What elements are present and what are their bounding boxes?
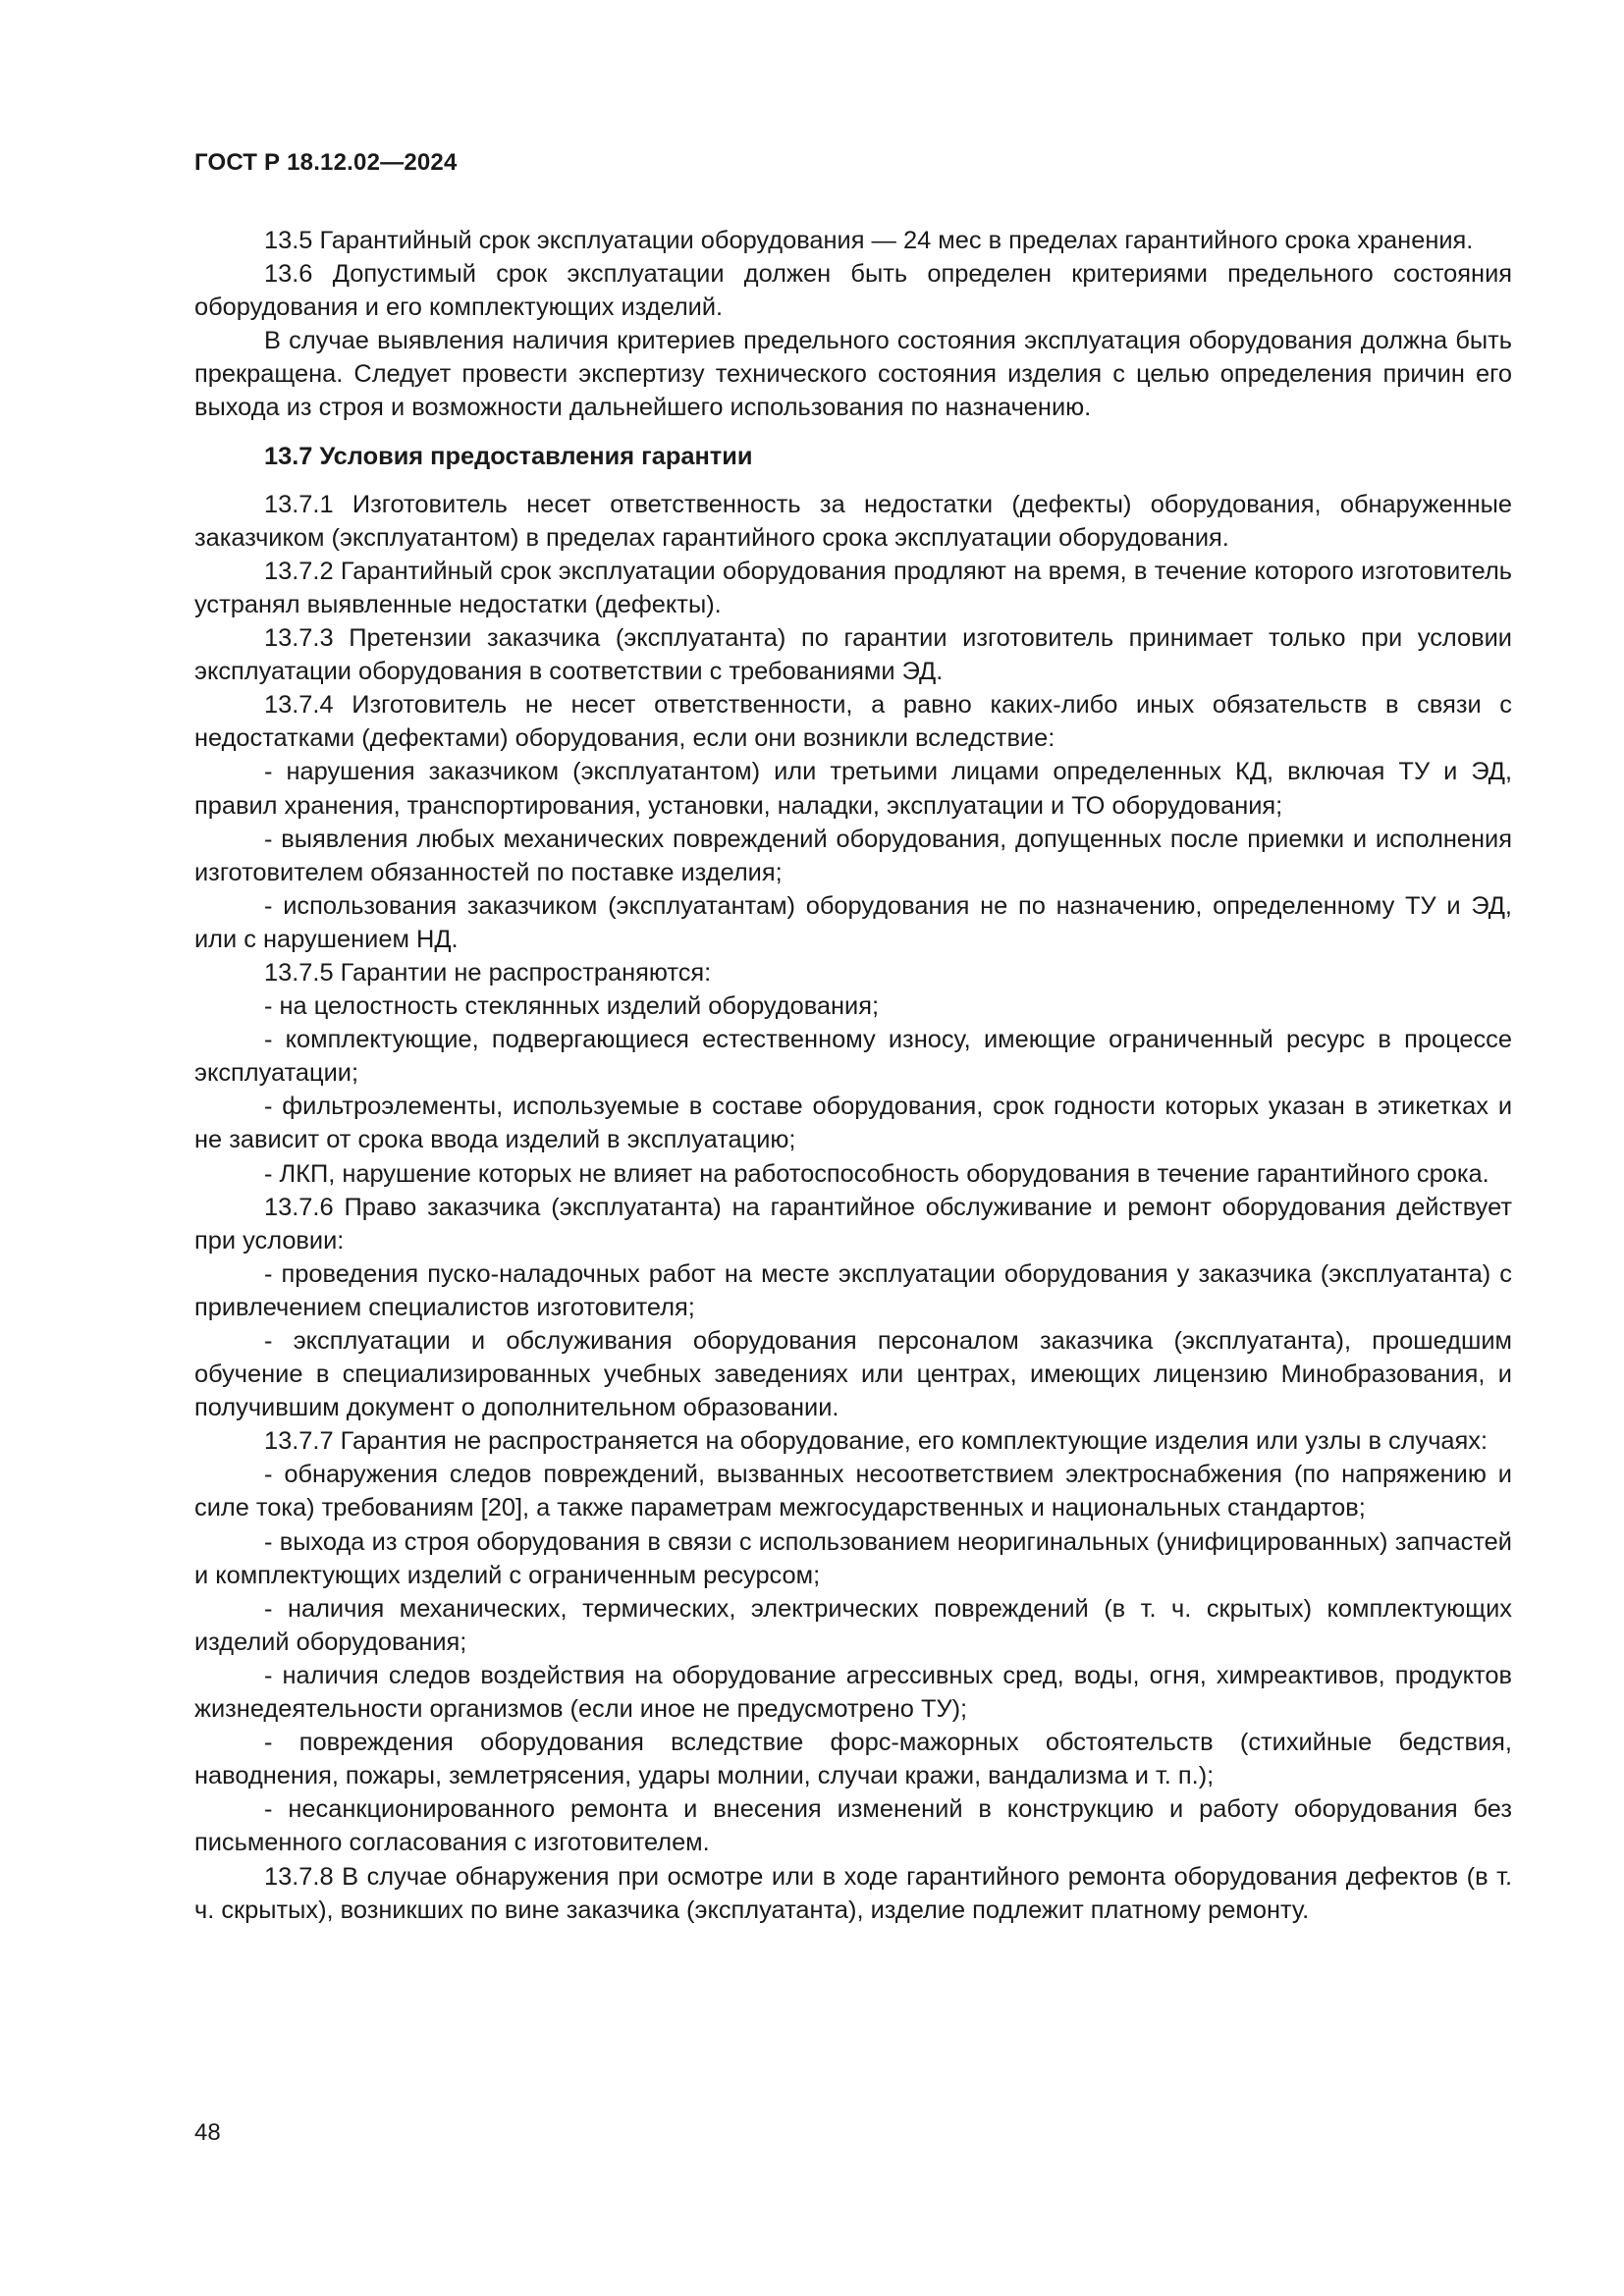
clause-13-7-7: 13.7.7 Гарантия не распространяется на оборудование, его комплектующие изделия или узлы в случаях: xyxy=(264,1427,1489,1456)
page-number: 48 xyxy=(194,2119,221,2146)
list-item: - эксплуатации и обслуживания оборудования персоналом заказчика (эксплуатанта), прошедшим обучение в специализированных учебных заведениях или центрах, имеющих лицензию Минобразования, и получившим документ о дополнительном образовании. xyxy=(194,1327,1512,1422)
list-item: - фильтроэлементы, используемые в составе оборудования, срок годности которых указан в этикетках и не зависит от срока ввода изделий в эксплуатацию; xyxy=(194,1093,1512,1154)
list-item: - нарушения заказчиком (эксплуатантом) или третьими лицами определенных КД, включая ТУ и ЭД, правил хранения, транспортирования, установки, наладки, эксплуатации и ТО оборудования; xyxy=(194,758,1512,820)
clause-13-7-1: 13.7.1 Изготовитель несет ответственность за недостатки (дефекты) оборудования, обнаруженные заказчиком (эксплуатантом) в пределах гарантийного срока эксплуатации оборудования. xyxy=(194,490,1512,552)
list-item: - комплектующие, подвергающиеся естественному износу, имеющие ограниченный ресурс в процессе эксплуатации; xyxy=(194,1026,1512,1088)
clause-13-7-8: 13.7.8 В случае обнаружения при осмотре или в ходе гарантийного ремонта оборудования дефектов (в т. ч. скрытых), возникших по вине заказчика (эксплуатанта), изделие подлежит платному ремонту. xyxy=(194,1862,1512,1924)
list-item: - несанкционированного ремонта и внесения изменений в конструкцию и работу оборудования без письменного согласования с изготовителем. xyxy=(194,1795,1512,1857)
clause-13-7-6: 13.7.6 Право заказчика (эксплуатанта) на гарантийное обслуживание и ремонт оборудования действует при условии: xyxy=(194,1193,1512,1255)
list-item: - ЛКП, нарушение которых не влияет на работоспособность оборудования в течение гарантийного срока. xyxy=(264,1159,1489,1188)
list-item: - использования заказчиком (эксплуатантам) оборудования не по назначению, определенному ТУ и ЭД, или с нарушением НД. xyxy=(194,891,1512,953)
list-item: - выявления любых механических повреждений оборудования, допущенных после приемки и исполнения изготовителем обязанностей по поставке изделия; xyxy=(194,825,1512,886)
list-item: - проведения пуско-наладочных работ на месте эксплуатации оборудования у заказчика (эксплуатанта) с привлечением специалистов изготовителя; xyxy=(194,1259,1512,1321)
list-item: - наличия механических, термических, электрических повреждений (в т. ч. скрытых) комплектующих изделий оборудования; xyxy=(194,1594,1512,1656)
list-item: - обнаружения следов повреждений, вызванных несоответствием электроснабжения (по напряжению и силе тока) требованиям [20], а также параметрам межгосударственных и национальных стандартов; xyxy=(194,1461,1512,1522)
clause-13-7-5: 13.7.5 Гарантии не распространяются: xyxy=(264,958,712,987)
document-body xyxy=(194,224,1512,1927)
standard-designation: ГОСТ Р 18.12.02—2024 xyxy=(194,149,458,176)
clause-13-6: 13.6 Допустимый срок эксплуатации должен быть определен критериями предельного состояния оборудования и его комплектующих изделий. xyxy=(194,260,1512,322)
section-heading: 13.7 Условия предоставления гарантии xyxy=(264,442,753,470)
paragraph: В случае выявления наличия критериев предельного состояния эксплуатация оборудования должна быть прекращена. Следует провести экспертизу технического состояния изделия с целью определения причин его выхода из строя и возможности дальнейшего использования по назначению. xyxy=(194,327,1512,422)
list-item: - наличия следов воздействия на оборудование агрессивных сред, воды, огня, химреактивов, продуктов жизнедеятельности организмов (если иное не предусмотрено ТУ); xyxy=(194,1661,1512,1724)
clause-13-7-3: 13.7.3 Претензии заказчика (эксплуатанта) по гарантии изготовитель принимает только при условии эксплуатации оборудования в соответствии с требованиями ЭД. xyxy=(194,624,1512,686)
list-item: - повреждения оборудования вследствие форс-мажорных обстоятельств (стихийные бедствия, наводнения, пожары, землетрясения, удары молнии, случаи кражи, вандализма и т. п.); xyxy=(194,1729,1512,1790)
clause-13-7-4: 13.7.4 Изготовитель не несет ответственности, а равно каких-либо иных обязательств в связи с недостатками (дефектами) оборудования, если они возникли вследствие: xyxy=(194,691,1512,753)
clause-13-7-2: 13.7.2 Гарантийный срок эксплуатации оборудования продляют на время, в течение которого изготовитель устранял выявленные недостатки (дефекты). xyxy=(194,557,1512,618)
clause-13-5: 13.5 Гарантийный срок эксплуатации оборудования — 24 мес в пределах гарантийного срока хранения. xyxy=(264,227,1474,254)
list-item: - на целостность стеклянных изделий оборудования; xyxy=(264,992,880,1021)
list-item: - выхода из строя оборудования в связи с использованием неоригинальных (унифицированных) запчастей и комплектующих изделий с ограниченным ресурсом; xyxy=(194,1527,1512,1589)
